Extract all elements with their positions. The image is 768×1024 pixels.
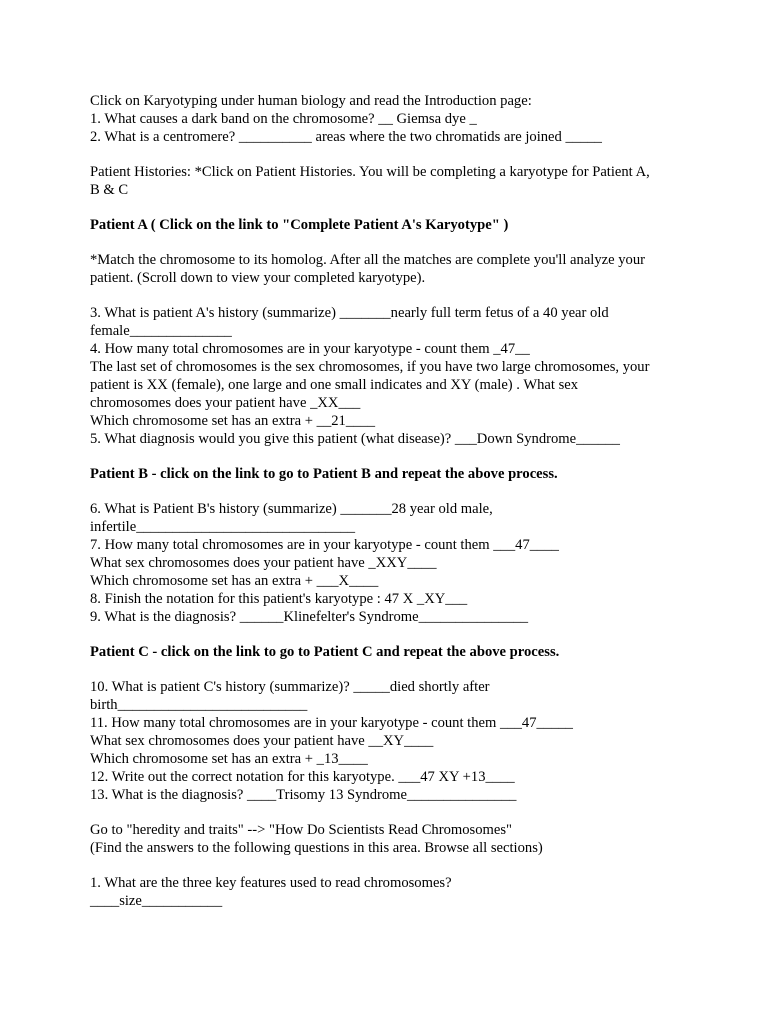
sex-chromosome-b: What sex chromosomes does your patient have _XXY____ [90, 555, 437, 571]
question-5: 5. What diagnosis would you give this patient (what disease)? ___Down Syndrome______ [90, 431, 620, 447]
heredity-answer-1: ____size___________ [90, 893, 223, 909]
match-instruction-line-1: *Match the chromosome to its homolog. After all the matches are complete you'll analyze your [90, 252, 646, 268]
intro-instruction: Click on Karyotyping under human biology and read the Introduction page: [90, 93, 532, 109]
patient-b-heading: Patient B - click on the link to go to Patient B and repeat the above process. [90, 466, 558, 482]
heredity-instruction-2: (Find the answers to the following questions in this area. Browse all sections) [90, 840, 543, 856]
sex-chromosome-line-2: patient is XX (female), one large and one small indicates and XY (male) . What sex [90, 377, 579, 393]
patient-c-heading: Patient C - click on the link to go to Patient C and repeat the above process. [90, 644, 560, 660]
heredity-question-1: 1. What are the three key features used to read chromosomes? [90, 875, 452, 891]
patient-c-section [90, 643, 680, 804]
sex-chromosome-line-3: chromosomes does your patient have _XX___ [90, 395, 361, 411]
histories-section [90, 163, 680, 199]
match-instruction-line-2: patient. (Scroll down to view your completed karyotype). [90, 270, 426, 286]
extra-chromosome-a: Which chromosome set has an extra + __21____ [90, 413, 376, 429]
question-3-line-2: female______________ [90, 323, 232, 339]
heredity-instruction-1: Go to "heredity and traits" --> "How Do Scientists Read Chromosomes" [90, 822, 512, 838]
question-10-line-2: birth__________________________ [90, 697, 308, 713]
question-12: 12. Write out the correct notation for this karyotype. ___47 XY +13____ [90, 769, 515, 785]
question-10-line-1: 10. What is patient C's history (summarize)? _____died shortly after [90, 679, 490, 695]
question-4: 4. How many total chromosomes are in your karyotype - count them _47__ [90, 341, 530, 357]
heredity-section [90, 821, 680, 910]
question-7: 7. How many total chromosomes are in your karyotype - count them ___47____ [90, 537, 559, 553]
histories-line-2: B & C [90, 182, 129, 198]
question-8: 8. Finish the notation for this patient's karyotype : 47 X _XY___ [90, 591, 468, 607]
worksheet-content [90, 92, 680, 910]
patient-b-section [90, 465, 680, 626]
question-2: 2. What is a centromere? __________ areas where the two chromatids are joined _____ [90, 129, 602, 145]
sex-chromosome-c: What sex chromosomes does your patient have __XY____ [90, 733, 434, 749]
patient-a-heading: Patient A ( Click on the link to "Complete Patient A's Karyotype" ) [90, 217, 509, 233]
extra-chromosome-c: Which chromosome set has an extra + _13____ [90, 751, 368, 767]
intro-section [90, 92, 680, 146]
question-13: 13. What is the diagnosis? ____Trisomy 13 Syndrome_______________ [90, 787, 517, 803]
question-6-line-2: infertile______________________________ [90, 519, 356, 535]
question-9: 9. What is the diagnosis? ______Klinefelter's Syndrome_______________ [90, 609, 529, 625]
question-3-line-1: 3. What is patient A's history (summarize) _______nearly full term fetus of a 40 year old [90, 305, 609, 321]
question-11: 11. How many total chromosomes are in your karyotype - count them ___47_____ [90, 715, 573, 731]
sex-chromosome-line-1: The last set of chromosomes is the sex chromosomes, if you have two large chromosomes, your [90, 359, 650, 375]
extra-chromosome-b: Which chromosome set has an extra + ___X____ [90, 573, 379, 589]
histories-line-1: Patient Histories: *Click on Patient Histories. You will be completing a karyotype for Patient A, [90, 164, 650, 180]
patient-a-section [90, 216, 680, 448]
question-6-line-1: 6. What is Patient B's history (summarize) _______28 year old male, [90, 501, 493, 517]
question-1: 1. What causes a dark band on the chromosome? __ Giemsa dye _ [90, 111, 477, 127]
